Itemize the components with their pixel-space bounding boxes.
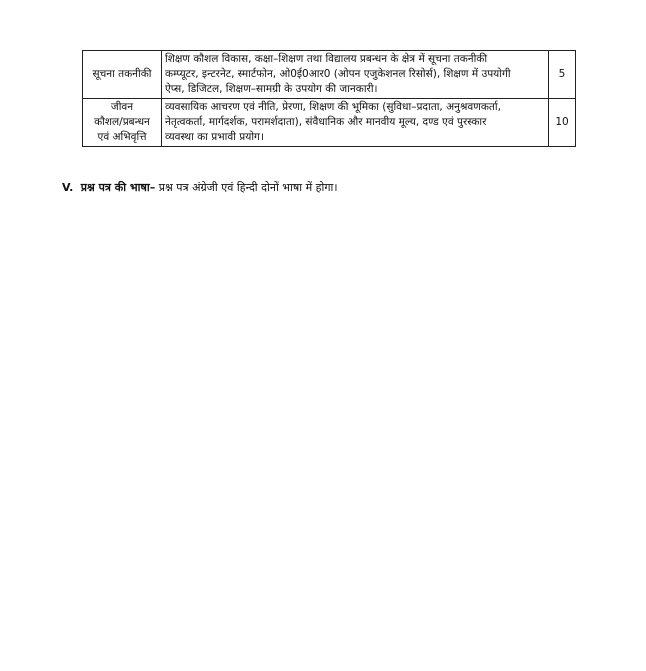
table-row	[83, 51, 576, 99]
content-cell	[162, 99, 549, 147]
topic-text: सूचना तकनीकी	[92, 68, 152, 80]
language-note	[62, 180, 338, 196]
topic-cell	[83, 51, 162, 99]
marks-cell: 10	[549, 99, 576, 147]
content-line: शिक्षण कौशल विकास, कक्षा–शिक्षण तथा विद्यालय प्रबन्धन के क्षेत्र में सूचना तकनीकी	[165, 53, 488, 65]
content-line: नेतृत्वकर्ता, मार्गदर्शक, परामर्शदाता), संवैधानिक और मानवीय मूल्य, दण्ड एवं पुरस्कार	[165, 116, 487, 128]
content-cell	[162, 51, 549, 99]
topic-text: जीवन	[110, 101, 134, 113]
content-line: व्यवस्था का प्रभावी प्रयोग।	[165, 131, 264, 143]
section-text: प्रश्न पत्र अंग्रेजी एवं हिन्दी दोनों भाषा में होगा।	[158, 181, 338, 194]
topic-text: कौशल/प्रबन्धन	[94, 116, 150, 128]
topic-cell	[83, 99, 162, 147]
content-line: व्यवसायिक आचरण एवं नीति, प्रेरणा, शिक्षण की भूमिका (सुविधा–प्रदाता, अनुश्रवणकर्ता,	[165, 101, 501, 113]
section-number: V.	[62, 181, 74, 194]
content-line: कम्प्यूटर, इन्टरनेट, स्मार्टफोन, ओ0ई0आर0 (ओपन एजुकेशनल रिसोर्स), शिक्षण में उपयोगी	[165, 68, 511, 80]
content-line: ऐप्स, डिजिटल, शिक्षण–सामग्री के उपयोग की जानकारी।	[165, 83, 378, 95]
syllabus-table	[82, 50, 576, 147]
topic-text: एवं अभिवृत्ति	[97, 131, 147, 143]
section-heading: प्रश्न पत्र की भाषा–	[80, 181, 156, 194]
table-row	[83, 99, 576, 147]
marks-cell: 5	[549, 51, 576, 99]
